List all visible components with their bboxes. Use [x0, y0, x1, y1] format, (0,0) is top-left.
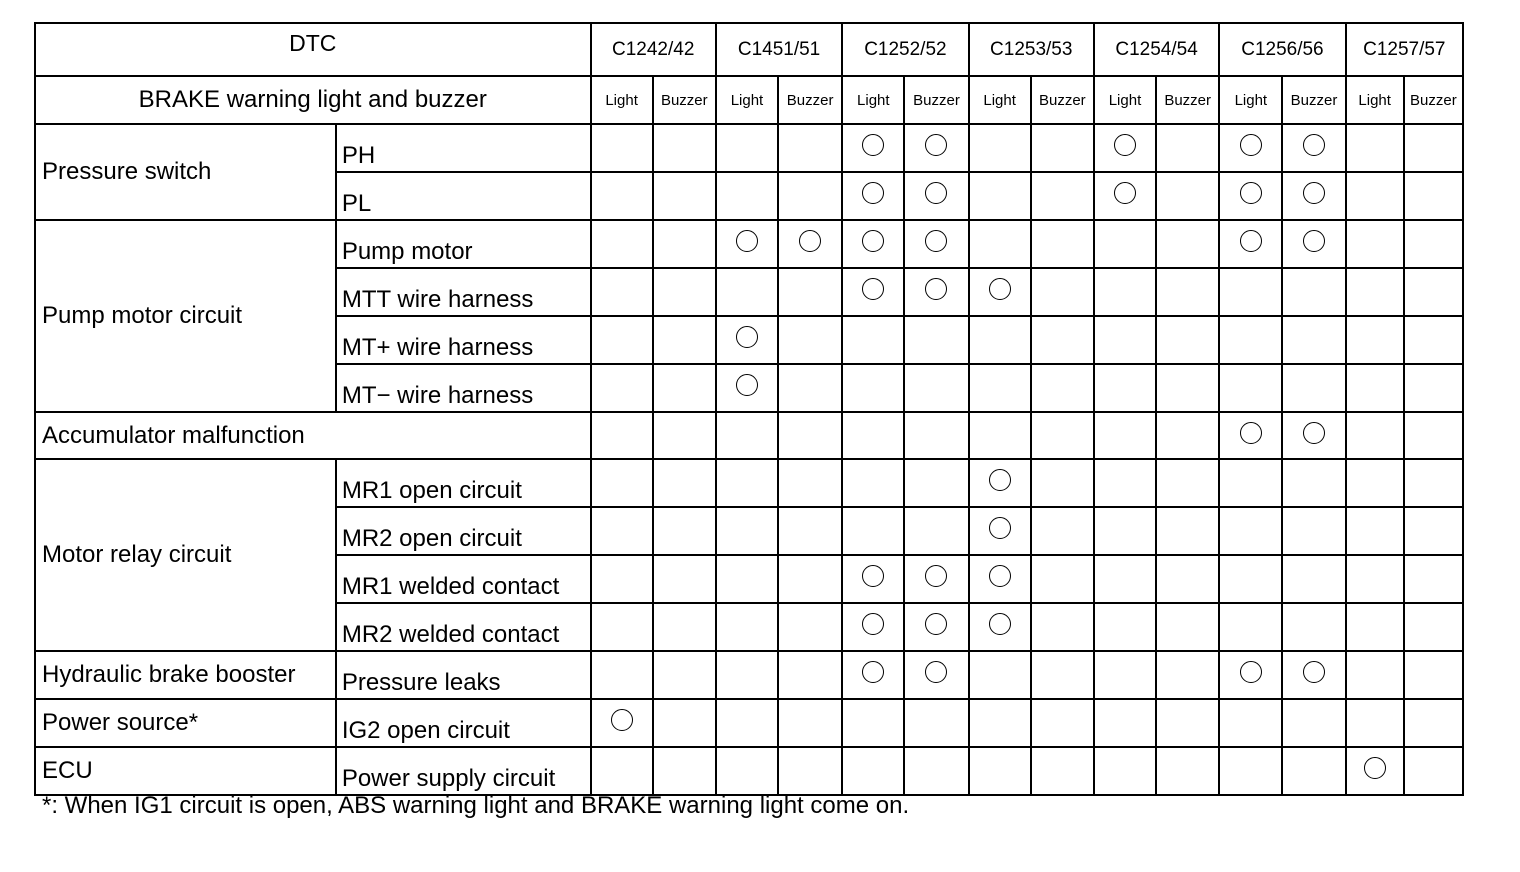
circle-mark-icon: [925, 134, 947, 156]
buzzer-cell: [904, 124, 968, 172]
light-cell: [716, 364, 778, 412]
light-cell: [969, 699, 1031, 747]
buzzer-cell: [778, 124, 842, 172]
circle-mark-icon: [989, 565, 1011, 587]
light-cell: [1346, 364, 1404, 412]
light-cell: [1094, 412, 1156, 459]
light-cell: [591, 555, 653, 603]
circle-mark-icon: [862, 565, 884, 587]
buzzer-cell: [778, 555, 842, 603]
light-cell: [716, 699, 778, 747]
buzzer-cell: [653, 124, 716, 172]
circle-mark-icon: [1240, 661, 1262, 683]
light-cell: [1346, 699, 1404, 747]
buzzer-cell: [1031, 603, 1094, 651]
footnote: *: When IG1 circuit is open, ABS warning light and BRAKE warning light come on.: [42, 792, 910, 819]
buzzer-subheader: Buzzer: [1282, 76, 1345, 124]
light-cell: [1219, 507, 1282, 555]
light-cell: [591, 651, 653, 699]
buzzer-cell: [1282, 699, 1345, 747]
circle-mark-icon: [989, 278, 1011, 300]
light-cell: [842, 651, 904, 699]
buzzer-cell: [904, 507, 968, 555]
item-cell: PL: [336, 172, 591, 220]
circle-mark-icon: [989, 469, 1011, 491]
circle-mark-icon: [611, 709, 633, 731]
dtc-table: [34, 22, 1464, 796]
buzzer-cell: [904, 364, 968, 412]
buzzer-cell: [1156, 603, 1219, 651]
buzzer-cell: [1156, 459, 1219, 507]
buzzer-cell: [1156, 124, 1219, 172]
circle-mark-icon: [1240, 182, 1262, 204]
buzzer-cell: [778, 747, 842, 795]
light-cell: [842, 412, 904, 459]
buzzer-cell: [1031, 412, 1094, 459]
circle-mark-icon: [1364, 757, 1386, 779]
dtc-code-header: C1252/52: [842, 23, 968, 76]
circle-mark-icon: [862, 182, 884, 204]
light-cell: [969, 747, 1031, 795]
buzzer-cell: [1156, 651, 1219, 699]
light-cell: [842, 364, 904, 412]
circle-mark-icon: [1114, 134, 1136, 156]
buzzer-subheader: Buzzer: [1404, 76, 1463, 124]
item-cell: IG2 open circuit: [336, 699, 591, 747]
buzzer-cell: [778, 364, 842, 412]
light-cell: [1094, 507, 1156, 555]
item-cell: MT+ wire harness: [336, 316, 591, 364]
buzzer-cell: [778, 699, 842, 747]
light-subheader: Light: [1346, 76, 1404, 124]
light-cell: [716, 747, 778, 795]
light-cell: [842, 124, 904, 172]
dtc-code-header: C1451/51: [716, 23, 842, 76]
light-cell: [591, 124, 653, 172]
light-cell: [969, 172, 1031, 220]
item-cell: Pressure leaks: [336, 651, 591, 699]
light-subheader: Light: [716, 76, 778, 124]
warning-light-buzzer-header: BRAKE warning light and buzzer: [35, 76, 591, 124]
item-cell: MTT wire harness: [336, 268, 591, 316]
light-cell: [1094, 316, 1156, 364]
light-cell: [969, 412, 1031, 459]
circle-mark-icon: [1114, 182, 1136, 204]
light-cell: [969, 603, 1031, 651]
buzzer-cell: [1156, 268, 1219, 316]
buzzer-cell: [653, 172, 716, 220]
light-cell: [1094, 364, 1156, 412]
light-cell: [591, 220, 653, 268]
buzzer-cell: [1282, 747, 1345, 795]
circle-mark-icon: [799, 230, 821, 252]
buzzer-cell: [653, 603, 716, 651]
light-cell: [716, 316, 778, 364]
circle-mark-icon: [925, 230, 947, 252]
circle-mark-icon: [1240, 230, 1262, 252]
light-cell: [842, 316, 904, 364]
buzzer-cell: [1156, 747, 1219, 795]
buzzer-cell: [1156, 316, 1219, 364]
circle-mark-icon: [862, 278, 884, 300]
light-subheader: Light: [591, 76, 653, 124]
light-cell: [1346, 268, 1404, 316]
buzzer-cell: [1156, 220, 1219, 268]
buzzer-cell: [1404, 747, 1463, 795]
circle-mark-icon: [736, 326, 758, 348]
table-row: [35, 412, 1463, 459]
buzzer-subheader: Buzzer: [1156, 76, 1219, 124]
light-cell: [969, 268, 1031, 316]
light-cell: [1219, 747, 1282, 795]
light-cell: [969, 651, 1031, 699]
category-cell: Hydraulic brake booster: [35, 651, 336, 699]
buzzer-cell: [1031, 651, 1094, 699]
category-cell: Pump motor circuit: [35, 220, 336, 412]
category-cell: Pressure switch: [35, 124, 336, 220]
light-subheader: Light: [842, 76, 904, 124]
item-cell: MR1 open circuit: [336, 459, 591, 507]
light-cell: [969, 459, 1031, 507]
buzzer-subheader: Buzzer: [778, 76, 842, 124]
dtc-code-header: C1256/56: [1219, 23, 1345, 76]
circle-mark-icon: [925, 661, 947, 683]
light-cell: [842, 507, 904, 555]
buzzer-cell: [653, 651, 716, 699]
buzzer-cell: [1156, 412, 1219, 459]
buzzer-cell: [1404, 220, 1463, 268]
buzzer-cell: [778, 220, 842, 268]
light-cell: [1094, 268, 1156, 316]
table-row: [35, 651, 1463, 699]
circle-mark-icon: [989, 517, 1011, 539]
light-cell: [1346, 459, 1404, 507]
buzzer-cell: [778, 651, 842, 699]
table-row: [35, 747, 1463, 795]
buzzer-subheader: Buzzer: [653, 76, 716, 124]
buzzer-cell: [1282, 459, 1345, 507]
circle-mark-icon: [925, 613, 947, 635]
buzzer-cell: [904, 651, 968, 699]
buzzer-cell: [904, 412, 968, 459]
light-cell: [969, 220, 1031, 268]
buzzer-cell: [1404, 172, 1463, 220]
light-cell: [842, 220, 904, 268]
buzzer-cell: [1156, 364, 1219, 412]
circle-mark-icon: [1303, 661, 1325, 683]
item-cell: MR2 open circuit: [336, 507, 591, 555]
table-row: [35, 699, 1463, 747]
buzzer-cell: [1156, 699, 1219, 747]
light-subheader: Light: [1219, 76, 1282, 124]
buzzer-cell: [653, 699, 716, 747]
buzzer-cell: [1404, 699, 1463, 747]
buzzer-subheader: Buzzer: [904, 76, 968, 124]
buzzer-cell: [1404, 268, 1463, 316]
buzzer-cell: [1031, 268, 1094, 316]
light-cell: [716, 268, 778, 316]
buzzer-cell: [1031, 555, 1094, 603]
buzzer-cell: [1282, 220, 1345, 268]
light-cell: [842, 603, 904, 651]
table-row: [35, 220, 1463, 268]
buzzer-cell: [1282, 603, 1345, 651]
light-cell: [716, 651, 778, 699]
buzzer-cell: [653, 220, 716, 268]
light-cell: [1219, 268, 1282, 316]
light-cell: [1219, 316, 1282, 364]
light-cell: [969, 507, 1031, 555]
buzzer-cell: [653, 507, 716, 555]
buzzer-cell: [1031, 699, 1094, 747]
buzzer-cell: [1156, 555, 1219, 603]
item-cell: Power supply circuit: [336, 747, 591, 795]
buzzer-cell: [778, 603, 842, 651]
light-cell: [1094, 651, 1156, 699]
light-cell: [842, 555, 904, 603]
table-row: [35, 124, 1463, 172]
light-cell: [591, 268, 653, 316]
item-cell: PH: [336, 124, 591, 172]
buzzer-cell: [1282, 364, 1345, 412]
item-cell: MR1 welded contact: [336, 555, 591, 603]
light-cell: [842, 459, 904, 507]
light-cell: [1346, 316, 1404, 364]
light-cell: [1219, 364, 1282, 412]
circle-mark-icon: [862, 230, 884, 252]
buzzer-cell: [653, 747, 716, 795]
buzzer-cell: [653, 316, 716, 364]
light-cell: [969, 364, 1031, 412]
buzzer-cell: [1404, 507, 1463, 555]
light-cell: [716, 412, 778, 459]
light-cell: [716, 124, 778, 172]
buzzer-cell: [1404, 316, 1463, 364]
light-cell: [1346, 172, 1404, 220]
buzzer-cell: [904, 459, 968, 507]
item-cell: MT− wire harness: [336, 364, 591, 412]
category-cell: Power source*: [35, 699, 336, 747]
light-cell: [1219, 124, 1282, 172]
light-cell: [1346, 412, 1404, 459]
light-cell: [1346, 603, 1404, 651]
buzzer-cell: [904, 555, 968, 603]
buzzer-cell: [1031, 124, 1094, 172]
light-cell: [1219, 459, 1282, 507]
light-cell: [716, 555, 778, 603]
category-cell: Motor relay circuit: [35, 459, 336, 651]
buzzer-cell: [1404, 459, 1463, 507]
light-cell: [591, 316, 653, 364]
light-cell: [591, 459, 653, 507]
light-cell: [1346, 651, 1404, 699]
circle-mark-icon: [1303, 182, 1325, 204]
circle-mark-icon: [925, 565, 947, 587]
buzzer-cell: [778, 412, 842, 459]
buzzer-cell: [778, 459, 842, 507]
circle-mark-icon: [1303, 422, 1325, 444]
circle-mark-icon: [925, 182, 947, 204]
buzzer-cell: [1282, 124, 1345, 172]
circle-mark-icon: [736, 230, 758, 252]
circle-mark-icon: [736, 374, 758, 396]
dtc-code-header: C1253/53: [969, 23, 1094, 76]
light-subheader: Light: [1094, 76, 1156, 124]
circle-mark-icon: [1240, 422, 1262, 444]
light-cell: [969, 316, 1031, 364]
buzzer-cell: [1282, 507, 1345, 555]
buzzer-cell: [1282, 555, 1345, 603]
buzzer-cell: [1282, 268, 1345, 316]
buzzer-cell: [653, 268, 716, 316]
light-cell: [969, 555, 1031, 603]
light-cell: [716, 172, 778, 220]
light-cell: [1346, 555, 1404, 603]
light-subheader: Light: [969, 76, 1031, 124]
buzzer-cell: [653, 555, 716, 603]
buzzer-cell: [653, 364, 716, 412]
table-row: [35, 459, 1463, 507]
light-cell: [969, 124, 1031, 172]
light-cell: [1219, 699, 1282, 747]
buzzer-cell: [1282, 316, 1345, 364]
light-cell: [842, 268, 904, 316]
light-cell: [1346, 747, 1404, 795]
buzzer-cell: [778, 172, 842, 220]
light-cell: [716, 459, 778, 507]
buzzer-cell: [1404, 555, 1463, 603]
circle-mark-icon: [1303, 230, 1325, 252]
light-cell: [591, 507, 653, 555]
light-cell: [1094, 699, 1156, 747]
buzzer-subheader: Buzzer: [1031, 76, 1094, 124]
light-cell: [1094, 747, 1156, 795]
buzzer-cell: [1031, 172, 1094, 220]
buzzer-cell: [904, 747, 968, 795]
circle-mark-icon: [862, 661, 884, 683]
buzzer-cell: [778, 268, 842, 316]
circle-mark-icon: [862, 613, 884, 635]
buzzer-cell: [653, 459, 716, 507]
circle-mark-icon: [1303, 134, 1325, 156]
buzzer-cell: [778, 316, 842, 364]
circle-mark-icon: [1240, 134, 1262, 156]
buzzer-cell: [1031, 364, 1094, 412]
buzzer-cell: [904, 603, 968, 651]
buzzer-cell: [1404, 124, 1463, 172]
light-cell: [1094, 603, 1156, 651]
light-cell: [716, 507, 778, 555]
buzzer-cell: [1031, 459, 1094, 507]
dtc-code-header: C1242/42: [591, 23, 716, 76]
light-cell: [1094, 124, 1156, 172]
buzzer-cell: [1404, 651, 1463, 699]
light-cell: [842, 699, 904, 747]
light-cell: [1094, 220, 1156, 268]
light-cell: [591, 364, 653, 412]
light-cell: [842, 747, 904, 795]
buzzer-cell: [1156, 172, 1219, 220]
light-cell: [1094, 172, 1156, 220]
light-cell: [716, 603, 778, 651]
buzzer-cell: [1031, 747, 1094, 795]
light-cell: [1219, 172, 1282, 220]
buzzer-cell: [1031, 507, 1094, 555]
buzzer-cell: [904, 220, 968, 268]
item-cell: MR2 welded contact: [336, 603, 591, 651]
buzzer-cell: [1282, 651, 1345, 699]
circle-mark-icon: [862, 134, 884, 156]
buzzer-cell: [778, 507, 842, 555]
light-cell: [1346, 220, 1404, 268]
circle-mark-icon: [925, 278, 947, 300]
circle-mark-icon: [989, 613, 1011, 635]
item-cell: Pump motor: [336, 220, 591, 268]
light-cell: [591, 603, 653, 651]
dtc-header: DTC: [35, 23, 591, 76]
buzzer-cell: [1282, 412, 1345, 459]
light-cell: [1346, 124, 1404, 172]
buzzer-cell: [1404, 364, 1463, 412]
buzzer-cell: [1404, 412, 1463, 459]
dtc-code-header: C1254/54: [1094, 23, 1219, 76]
buzzer-cell: [1156, 507, 1219, 555]
light-cell: [1219, 412, 1282, 459]
buzzer-cell: [1031, 220, 1094, 268]
buzzer-cell: [904, 316, 968, 364]
buzzer-cell: [904, 172, 968, 220]
buzzer-cell: [1031, 316, 1094, 364]
light-cell: [1094, 555, 1156, 603]
buzzer-cell: [904, 699, 968, 747]
light-cell: [1219, 555, 1282, 603]
buzzer-cell: [653, 412, 716, 459]
buzzer-cell: [1404, 603, 1463, 651]
buzzer-cell: [1282, 172, 1345, 220]
category-cell: ECU: [35, 747, 336, 795]
light-cell: [842, 172, 904, 220]
light-cell: [1219, 220, 1282, 268]
light-cell: [716, 220, 778, 268]
category-cell: Accumulator malfunction: [35, 412, 591, 459]
light-cell: [1346, 507, 1404, 555]
light-cell: [591, 172, 653, 220]
buzzer-cell: [904, 268, 968, 316]
light-cell: [1094, 459, 1156, 507]
dtc-code-header: C1257/57: [1346, 23, 1463, 76]
light-cell: [1219, 603, 1282, 651]
light-cell: [591, 699, 653, 747]
light-cell: [591, 412, 653, 459]
light-cell: [1219, 651, 1282, 699]
light-cell: [591, 747, 653, 795]
